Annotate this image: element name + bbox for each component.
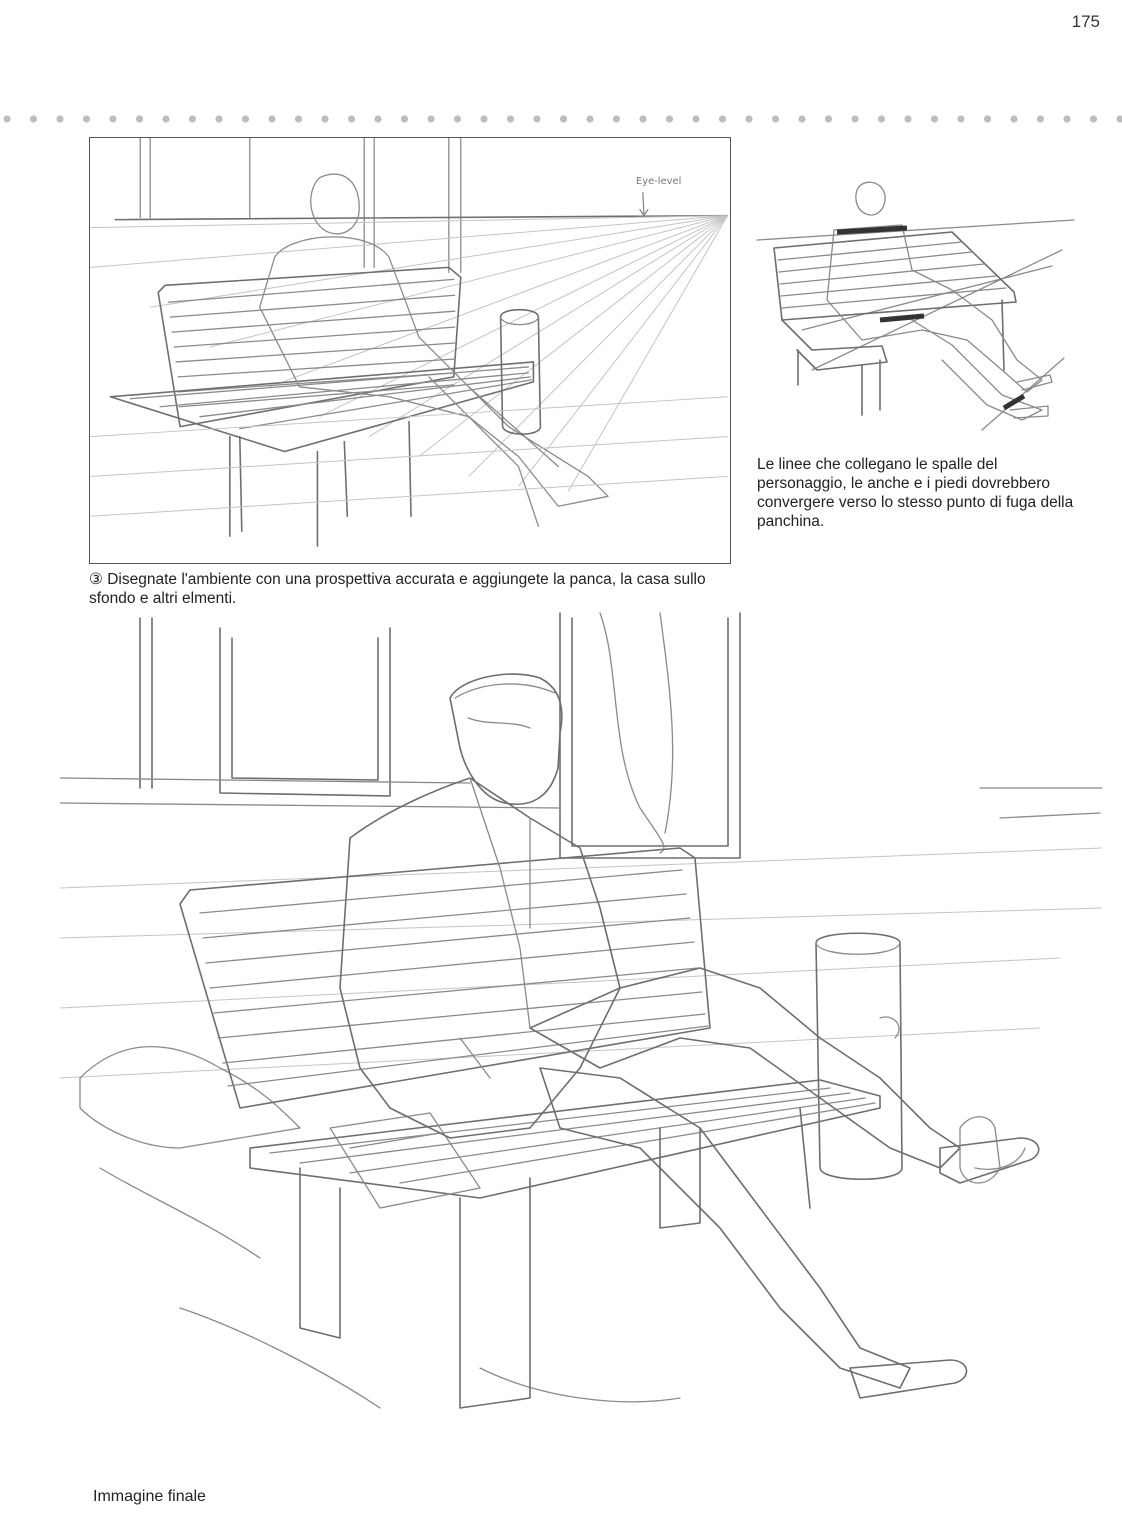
divider-dot [984, 115, 991, 122]
perspective-ray [568, 216, 727, 492]
divider-dot [1010, 115, 1017, 122]
divider-dot [772, 115, 779, 122]
divider-dot [109, 115, 116, 122]
divider-dot [851, 115, 858, 122]
divider-dot [295, 115, 302, 122]
divider-dot [1090, 115, 1097, 122]
perspective-ray [270, 216, 728, 387]
divider-dot [1037, 115, 1044, 122]
perspective-ray [150, 216, 727, 308]
divider-dot [83, 115, 90, 122]
divider-dot [401, 115, 408, 122]
divider-dot [878, 115, 885, 122]
perspective-sketch-figure [89, 137, 731, 564]
divider-dot [427, 115, 434, 122]
divider-dot [745, 115, 752, 122]
divider-dot [931, 115, 938, 122]
step-number: ③ [89, 571, 103, 588]
perspective-ray [518, 216, 727, 487]
perspective-ray [419, 216, 728, 457]
divider-dot [639, 115, 646, 122]
divider-dot [692, 115, 699, 122]
divider-dot [162, 115, 169, 122]
divider-dot [136, 115, 143, 122]
divider-dot [719, 115, 726, 122]
final-bench-illustration [60, 608, 1122, 1468]
divider-dot [957, 115, 964, 122]
divider-dot [56, 115, 63, 122]
divider-dot [242, 115, 249, 122]
divider-dot [1063, 115, 1070, 122]
perspective-ray [210, 216, 728, 347]
divider-dot [798, 115, 805, 122]
divider-dot [374, 115, 381, 122]
convergence-sketch [752, 170, 1082, 440]
perspective-ray [369, 216, 727, 437]
divider-dot [586, 115, 593, 122]
divider-dot [825, 115, 832, 122]
divider-dot [3, 115, 10, 122]
perspective-sketch [90, 138, 730, 563]
convergence-note: Le linee che collegano le spalle del personaggio, le anche e i piedi dovrebbero convergere verso lo stesso punto di fuga della panchina. [757, 456, 1074, 530]
divider-dot [189, 115, 196, 122]
divider-dot [268, 115, 275, 122]
divider-dot [666, 115, 673, 122]
divider-dot [560, 115, 567, 122]
perspective-ray [469, 216, 728, 477]
divider-dot [480, 115, 487, 122]
divider-dot [348, 115, 355, 122]
final-image-caption: Immagine finale [93, 1488, 206, 1505]
divider-dot [454, 115, 461, 122]
divider-dot [321, 115, 328, 122]
divider-dot [215, 115, 222, 122]
divider-dot [1116, 115, 1122, 122]
divider-dot [30, 115, 37, 122]
dotted-divider [0, 112, 1122, 126]
step-caption [89, 570, 749, 608]
divider-dot [507, 115, 514, 122]
divider-dot [613, 115, 620, 122]
page-number: 175 [1071, 12, 1100, 31]
divider-dot [533, 115, 540, 122]
divider-dot [904, 115, 911, 122]
eye-level-note: Eye-level [635, 175, 682, 187]
step-caption-text: Disegnate l'ambiente con una prospettiva accurata e aggiungete la panca, la casa sullo sfondo e altri elmenti. [89, 571, 706, 607]
perspective-ray [91, 216, 728, 268]
